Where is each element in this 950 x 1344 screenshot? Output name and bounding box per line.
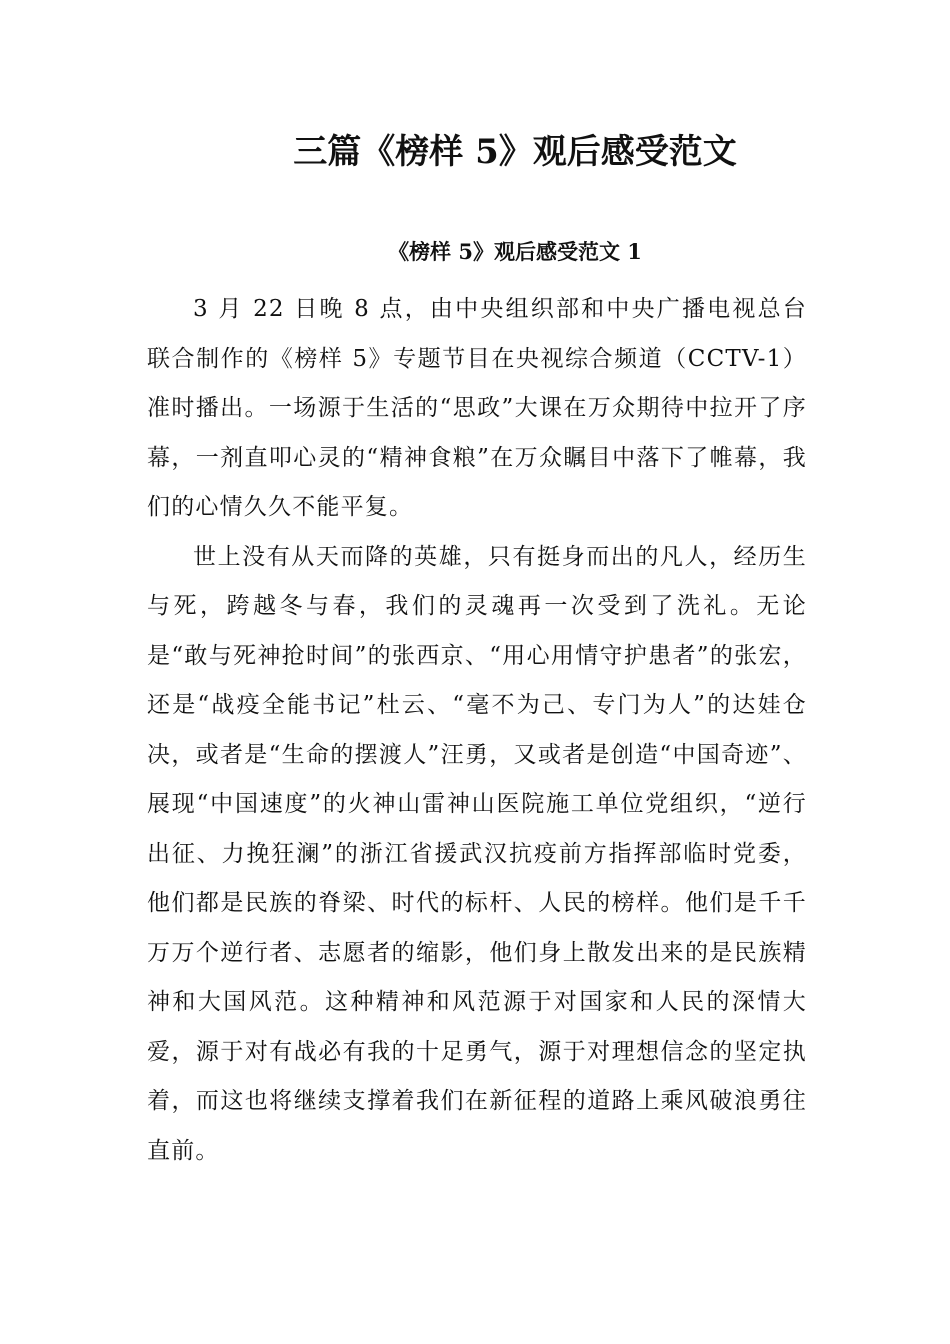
document-body (147, 285, 807, 1176)
document-title: 三篇《榜样 5》观后感受范文 (293, 132, 737, 172)
paragraph: 3 月 22 日晚 8 点，由中央组织部和中央广播电视总台联合制作的《榜样 5》专题节目在央视综合频道（CCTV-1）准时播出。一场源于生活的“思政”大课在万众期待中拉开了序幕，一剂直叩心灵的“精神食粮”在万众瞩目中落下了帷幕，我们的心情久久不能平复。 (147, 296, 807, 520)
paragraph: 世上没有从天而降的英雄，只有挺身而出的凡人，经历生与死，跨越冬与春，我们的灵魂再一次受到了洗礼。无论是“敢与死神抢时间”的张西京、“用心用情守护患者”的张宏，还是“战疫全能书记”杜云、“毫不为己、专门为人”的达娃仓决，或者是“生命的摆渡人”汪勇，又或者是创造“中国奇迹”、展现“中国速度”的火神山雷神山医院施工单位党组织，“逆行出征、力挽狂澜”的浙江省援武汉抗疫前方指挥部临时党委，他们都是民族的脊梁、时代的标杆、人民的榜样。他们是千千万万个逆行者、志愿者的缩影，他们身上散发出来的是民族精神和大国风范。这种精神和风范源于对国家和人民的深情大爱，源于对有战必有我的十足勇气，源于对理想信念的坚定执着，而这也将继续支撑着我们在新征程的道路上乘风破浪勇往直前。 (147, 543, 807, 1164)
section-title: 《榜样 5》观后感受范文 1 (388, 239, 642, 264)
